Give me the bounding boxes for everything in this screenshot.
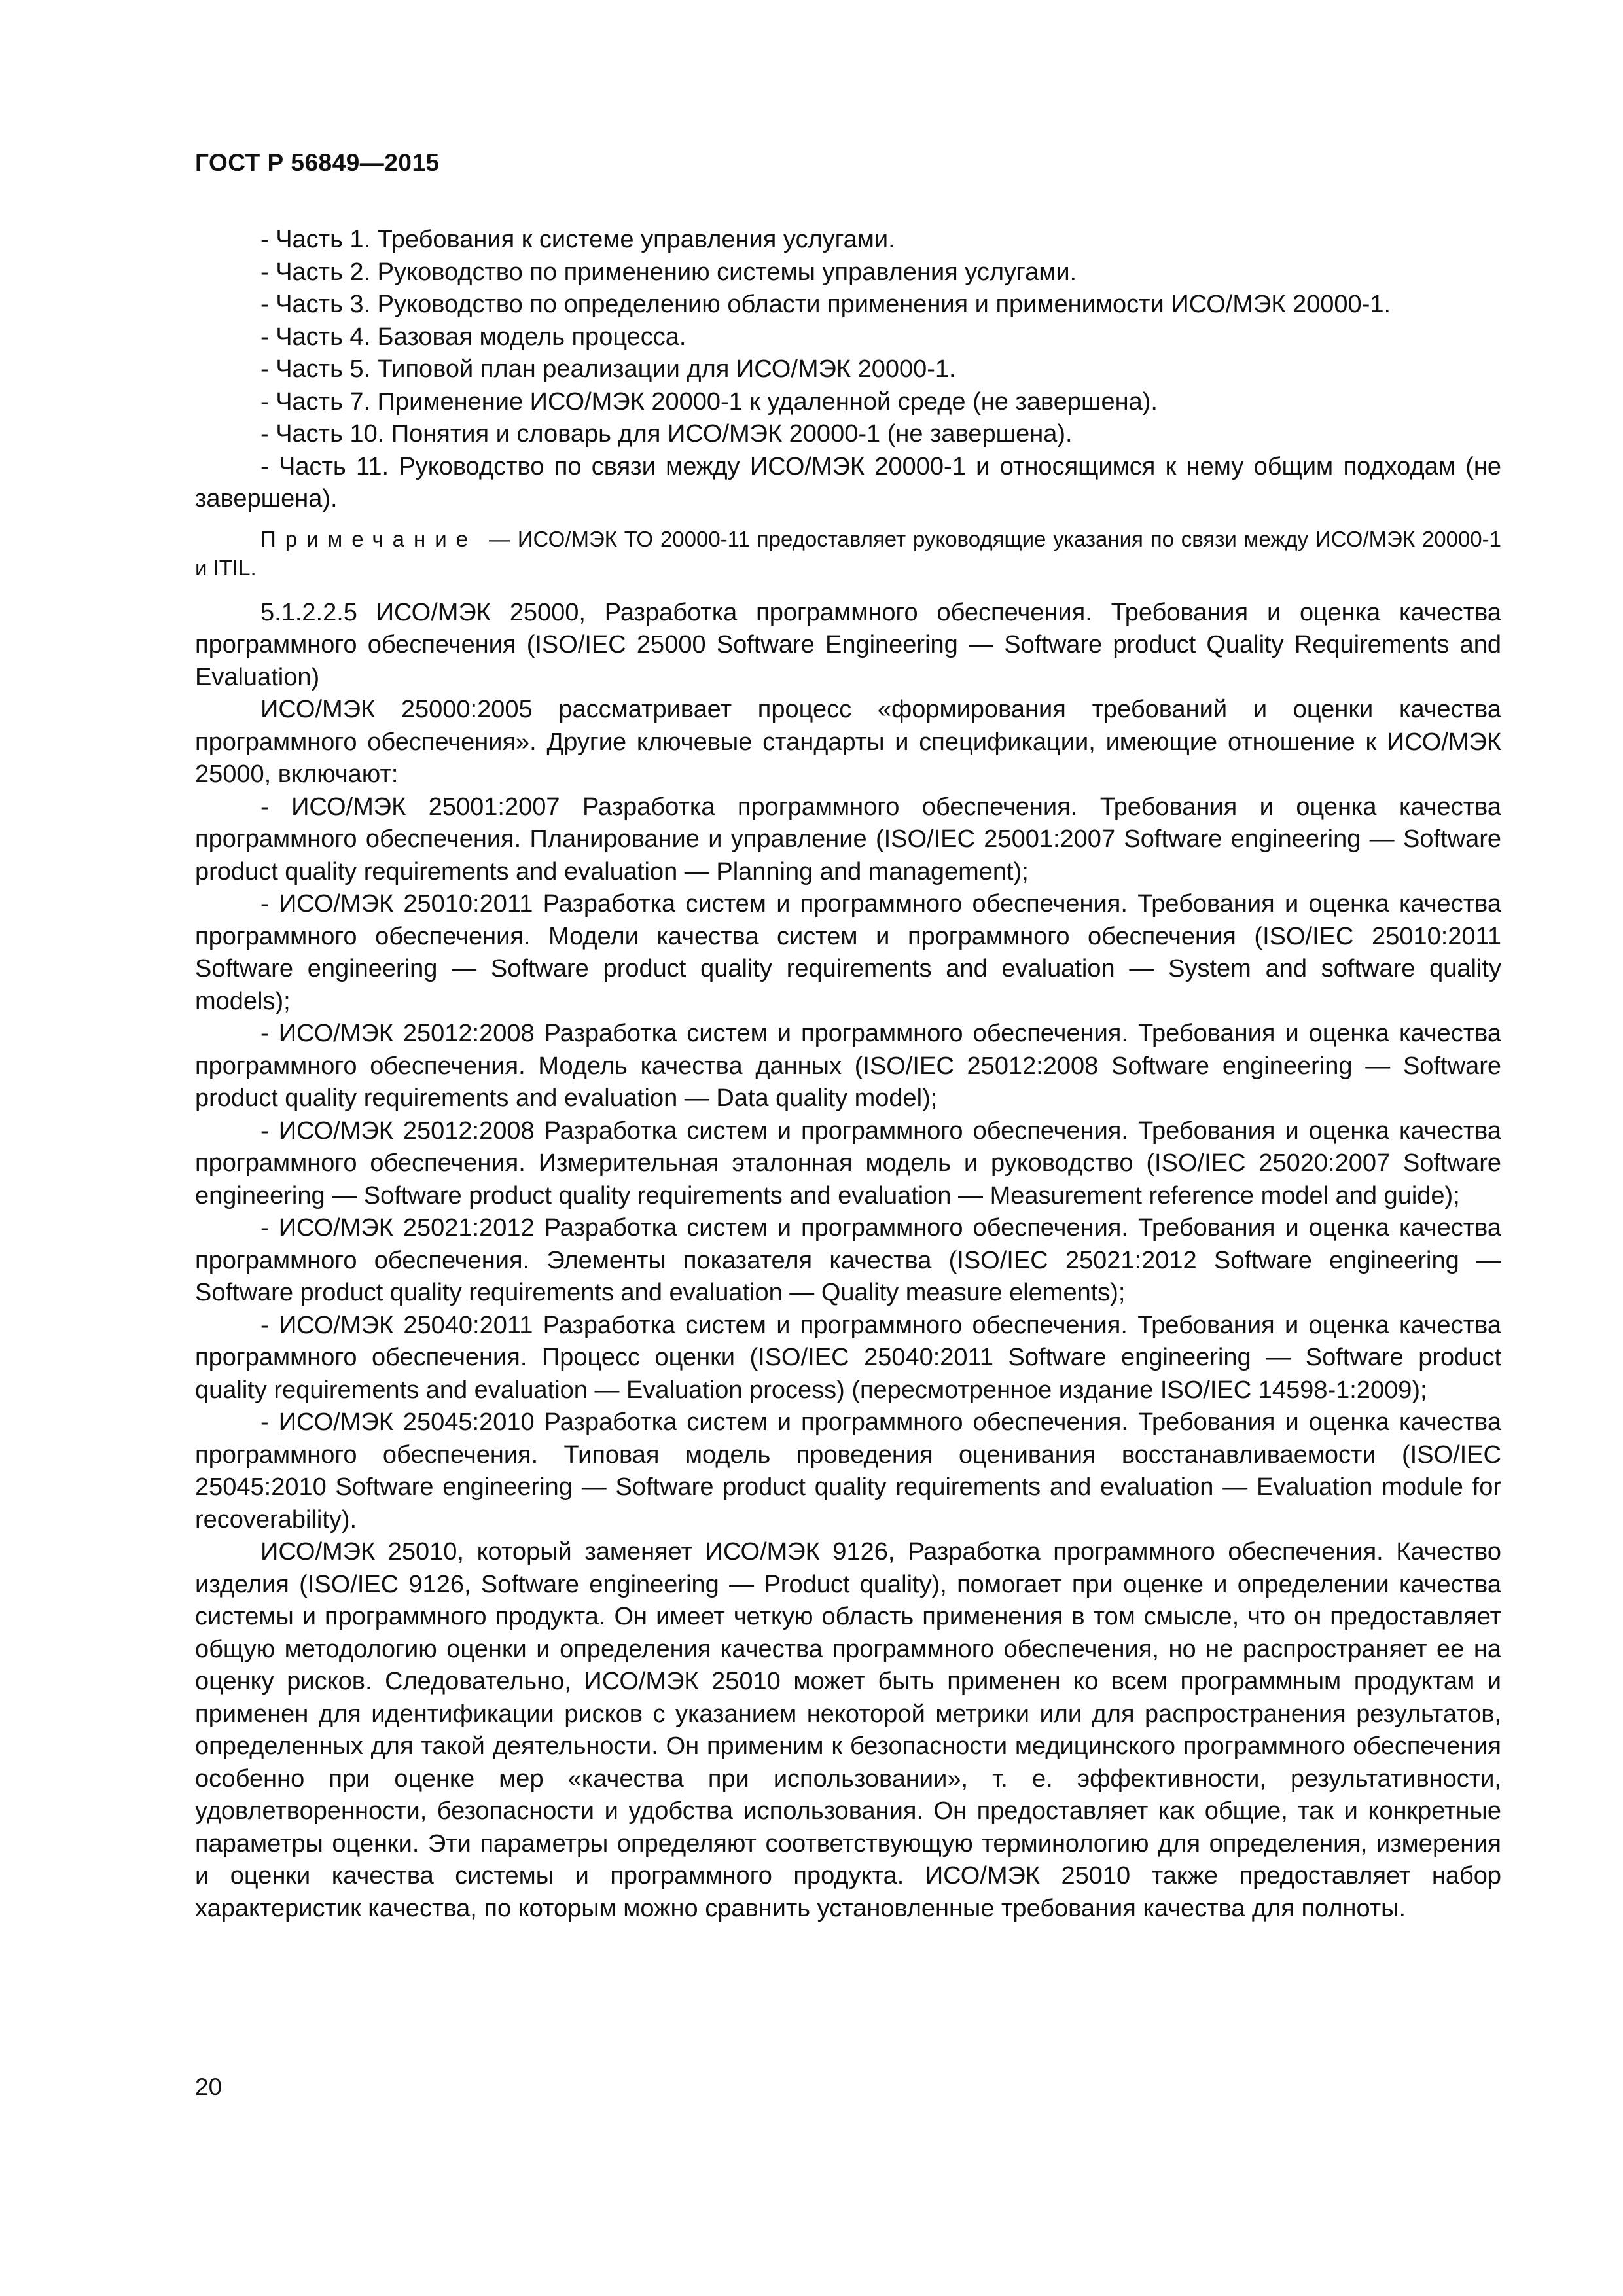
standard-item-25021: - ИСО/МЭК 25021:2012 Разработка систем и программного обеспечения. Требования и оценка качества программного обеспечения. Элементы показателя качества (ISO/IEC 25021:2012 Software engineering — Software product quality requirements and evaluation — Quality measure elements);: [195, 1214, 1501, 1306]
list-item-part-7: - Часть 7. Применение ИСО/МЭК 20000-1 к удаленной среде (не завершена).: [260, 387, 1158, 416]
list-item-part-4: - Часть 4. Базовая модель процесса.: [260, 323, 687, 351]
page-number: 20: [195, 2073, 223, 2100]
note-text: — ИСО/МЭК ТО 20000-11 предоставляет руководящие указания по связи между ИСО/МЭК 20000-1 и ITIL.: [195, 526, 1501, 580]
section-heading-paragraph: 5.1.2.2.5 ИСО/МЭК 25000, Разработка программного обеспечения. Требования и оценка качества программного обеспечения (ISO/IEC 25000 Software Engineering — Software product Quality Requirements and Evaluation): [195, 598, 1501, 691]
list-item-part-2: - Часть 2. Руководство по применению системы управления услугами.: [260, 258, 1077, 286]
list-item-part-5: - Часть 5. Типовой план реализации для ИСО/МЭК 20000-1.: [260, 355, 956, 383]
standard-item-25001: - ИСО/МЭК 25001:2007 Разработка программного обеспечения. Требования и оценка качества программного обеспечения. Планирование и управление (ISO/IEC 25001:2007 Software engineering — Software product quality requirements and evaluation — Planning and management);: [195, 793, 1501, 886]
document-body: [195, 224, 1501, 1925]
list-item-part-1: - Часть 1. Требования к системе управления услугами.: [260, 226, 895, 253]
standard-item-25012: - ИСО/МЭК 25012:2008 Разработка систем и программного обеспечения. Требования и оценка качества программного обеспечения. Модель качества данных (ISO/IEC 25012:2008 Software engineering — Software product quality requirements and evaluation — Data quality model);: [195, 1020, 1501, 1112]
standard-item-25040: - ИСО/МЭК 25040:2011 Разработка систем и программного обеспечения. Требования и оценка качества программного обеспечения. Процесс оценки (ISO/IEC 25040:2011 Software engineering — Software product quality requirements and evaluation — Evaluation process) (пересмотренное издание ISO/IEC 14598-1:2009);: [195, 1311, 1501, 1404]
standard-item-25045: - ИСО/МЭК 25045:2010 Разработка систем и программного обеспечения. Требования и оценка качества программного обеспечения. Типовая модель проведения оценивания восстанавливаемости (ISO/IEC 25045:2010 Software engineering — Software product quality requirements and evaluation — Evaluation module for recoverability).: [195, 1408, 1501, 1534]
list-item-part-11: - Часть 11. Руководство по связи между ИСО/МЭК 20000-1 и относящимся к нему общим подходам (не завершена).: [195, 452, 1501, 512]
closing-paragraph: ИСО/МЭК 25010, который заменяет ИСО/МЭК 9126, Разработка программного обеспечения. Качество изделия (ISO/IEC 9126, Software engineering — Product quality), помогает при оценке и определении качества системы и программного продукта. Он имеет четкую область применения в том смысле, что он предоставляет общую методологию оценки и определения качества программного обеспечения, но не распространяет ее на оценку рисков. Следовательно, ИСО/МЭК 25010 может быть применен ко всем программным продуктам и применен для идентификации рисков с указанием некоторой метрики или для распространения результатов, определенных для такой деятельности. Он применим к безопасности медицинского программного обеспечения особенно при оценке мер «качества при использовании», т. е. эффективности, результативности, удовлетворенности, безопасности и удобства использования. Он предоставляет как общие, так и конкретные параметры оценки. Эти параметры определяют соответствующую терминологию для определения, измерения и оценки качества системы и программного продукта. ИСО/МЭК 25010 также предоставляет набор характеристик качества, по которым можно сравнить установленные требования качества для полноты.: [195, 1538, 1501, 1922]
intro-paragraph: ИСО/МЭК 25000:2005 рассматривает процесс «формирования требований и оценки качества программного обеспечения». Другие ключевые стандарты и спецификации, имеющие отношение к ИСО/МЭК 25000, включают:: [195, 696, 1501, 788]
note-label: Примечание: [260, 526, 478, 551]
standard-item-25010: - ИСО/МЭК 25010:2011 Разработка систем и программного обеспечения. Требования и оценка качества программного обеспечения. Модели качества систем и программного обеспечения (ISO/IEC 25010:2011 Software engineering — Software product quality requirements and evaluation — System and software quality models);: [195, 890, 1501, 1015]
list-item-part-10: - Часть 10. Понятия и словарь для ИСО/МЭК 20000-1 (не завершена).: [260, 420, 1073, 448]
document-header: ГОСТ Р 56849—2015: [195, 149, 440, 176]
note: [195, 525, 1501, 583]
list-item-part-3: - Часть 3. Руководство по определению области применения и применимости ИСО/МЭК 20000-1.: [260, 291, 1391, 318]
standard-item-25020: - ИСО/МЭК 25012:2008 Разработка систем и программного обеспечения. Требования и оценка качества программного обеспечения. Измерительная эталонная модель и руководство (ISO/IEC 25020:2007 Software engineering — Software product quality requirements and evaluation — Measurement reference model and guide);: [195, 1117, 1501, 1210]
